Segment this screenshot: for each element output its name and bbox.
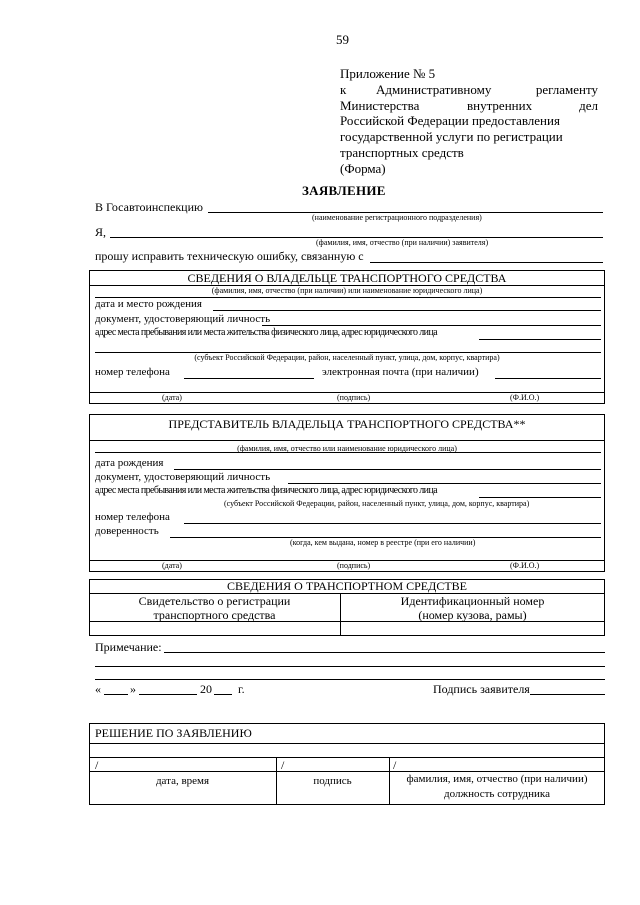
representative-sig-date: (дата) (162, 561, 182, 570)
appendix-title: Приложение № 5 (340, 66, 436, 81)
appendix-word: регламенту (535, 82, 598, 97)
owner-address-hint: (субъект Российской Федерации, район, населенный пункт, улица, дом, корпус, квартира) (194, 353, 500, 362)
decision-slash-3: / (393, 758, 397, 772)
date-year-prefix: 20 (200, 682, 212, 696)
date-day-field[interactable] (104, 694, 128, 695)
decision-header-rule (89, 771, 605, 772)
page-number: 59 (336, 32, 349, 47)
note-field-3[interactable] (95, 679, 605, 680)
applicant-signature-field[interactable] (530, 694, 605, 695)
vehicle-col1-header: Свидетельство о регистрации (138, 594, 291, 608)
vehicle-col2-header: Идентификационный номер (400, 594, 545, 608)
appendix-line (340, 98, 598, 114)
owner-sig-sign: (подпись) (337, 393, 371, 402)
vehicle-cert-cell[interactable] (90, 622, 340, 635)
owner-heading: СВЕДЕНИЯ О ВЛАДЕЛЬЦЕ ТРАНСПОРТНОГО СРЕДСТВА (187, 271, 507, 285)
decision-col-name: фамилия, имя, отчество (при наличии) (406, 773, 588, 785)
owner-birth-field[interactable] (213, 310, 601, 311)
representative-address-label: адрес места пребывания или места жительства физического лица, адрес юридического лица (95, 485, 438, 496)
appendix-word: Административному (376, 82, 492, 97)
appendix-form-label: (Форма) (340, 161, 386, 176)
representative-sig-fio: (Ф.И.О.) (510, 561, 540, 570)
i-label: Я, (95, 225, 107, 239)
note-field-1[interactable] (164, 652, 605, 653)
representative-name-hint: (фамилия, имя, отчество или наименование юридического лица) (237, 444, 457, 453)
to-hint: (наименование регистрационного подразделения) (312, 213, 482, 222)
i-hint: (фамилия, имя, отчество (при наличии) заявителя) (316, 238, 489, 247)
decision-col-signature: подпись (313, 775, 352, 787)
appendix-line: транспортных средств (340, 145, 464, 160)
owner-phone-label: номер телефона (95, 366, 170, 378)
owner-doc-label: документ, удостоверяющий личность (95, 313, 271, 325)
owner-address-field[interactable] (479, 339, 601, 340)
owner-birth-label: дата и место рождения (95, 298, 202, 310)
appendix-word: Министерства (340, 98, 420, 113)
decision-slash-2: / (281, 758, 285, 772)
to-label: В Госавтоинспекцию (95, 200, 203, 214)
representative-proxy-hint: (когда, кем выдана, номер в реестре (при его наличии) (290, 538, 476, 547)
representative-birth-label: дата рождения (95, 457, 164, 469)
date-close-quote: » (130, 682, 136, 696)
representative-sig-sign: (подпись) (337, 561, 371, 570)
decision-slash-1: / (95, 758, 99, 772)
note-field-2[interactable] (95, 666, 605, 667)
owner-email-field[interactable] (495, 378, 601, 379)
appendix-line (340, 82, 598, 98)
vehicle-col2-header-2: (номер кузова, рамы) (418, 608, 527, 622)
date-year-field[interactable] (214, 694, 232, 695)
owner-phone-field[interactable] (184, 378, 314, 379)
appendix-word: внутренних (467, 98, 533, 113)
vehicle-heading: СВЕДЕНИЯ О ТРАНСПОРТНОМ СРЕДСТВЕ (226, 579, 467, 593)
appendix-line: Российской Федерации предоставления (340, 113, 560, 128)
request-text: прошу исправить техническую ошибку, связанную с (95, 249, 364, 263)
owner-address-label: адрес места пребывания или места жительства физического лица, адрес юридического лица (95, 327, 438, 338)
representative-doc-field[interactable] (288, 483, 601, 484)
decision-content-rule (89, 757, 605, 758)
decision-heading: РЕШЕНИЕ ПО ЗАЯВЛЕНИЮ (95, 726, 252, 740)
representative-doc-label: документ, удостоверяющий личность (95, 471, 271, 483)
representative-address-field[interactable] (479, 497, 601, 498)
document-title: ЗАЯВЛЕНИЕ (302, 183, 386, 198)
owner-email-label: электронная почта (при наличии) (322, 366, 479, 378)
date-open-quote: « (95, 682, 101, 696)
decision-col-position: должность сотрудника (444, 788, 550, 800)
representative-address-hint: (субъект Российской Федерации, район, населенный пункт, улица, дом, корпус, квартира) (224, 499, 530, 508)
owner-name-hint: (фамилия, имя, отчество (при наличии) или наименование юридического лица) (211, 286, 483, 295)
date-year-suffix: г. (238, 682, 245, 696)
vehicle-col1-header-2: транспортного средства (153, 608, 276, 622)
owner-sig-fio: (Ф.И.О.) (510, 393, 540, 402)
vehicle-vin-cell[interactable] (341, 622, 604, 635)
representative-phone-label: номер телефона (95, 511, 170, 523)
representative-birth-field[interactable] (174, 469, 601, 470)
decision-heading-rule (89, 743, 605, 744)
owner-sig-date: (дата) (162, 393, 182, 402)
representative-phone-field[interactable] (184, 523, 601, 524)
error-field[interactable] (370, 262, 603, 263)
owner-doc-field[interactable] (262, 325, 601, 326)
appendix-word: к (340, 82, 347, 97)
appendix-word: дел (579, 98, 598, 113)
representative-heading-rule (89, 440, 605, 441)
representative-heading: ПРЕДСТАВИТЕЛЬ ВЛАДЕЛЬЦА ТРАНСПОРТНОГО СРЕДСТВА** (168, 417, 526, 431)
note-label: Примечание: (95, 640, 162, 654)
decision-col-datetime: дата, время (155, 775, 210, 787)
date-month-field[interactable] (139, 694, 197, 695)
representative-proxy-label: доверенность (95, 525, 159, 537)
appendix-line: государственной услуги по регистрации (340, 129, 563, 144)
applicant-signature-label: Подпись заявителя (433, 682, 530, 696)
